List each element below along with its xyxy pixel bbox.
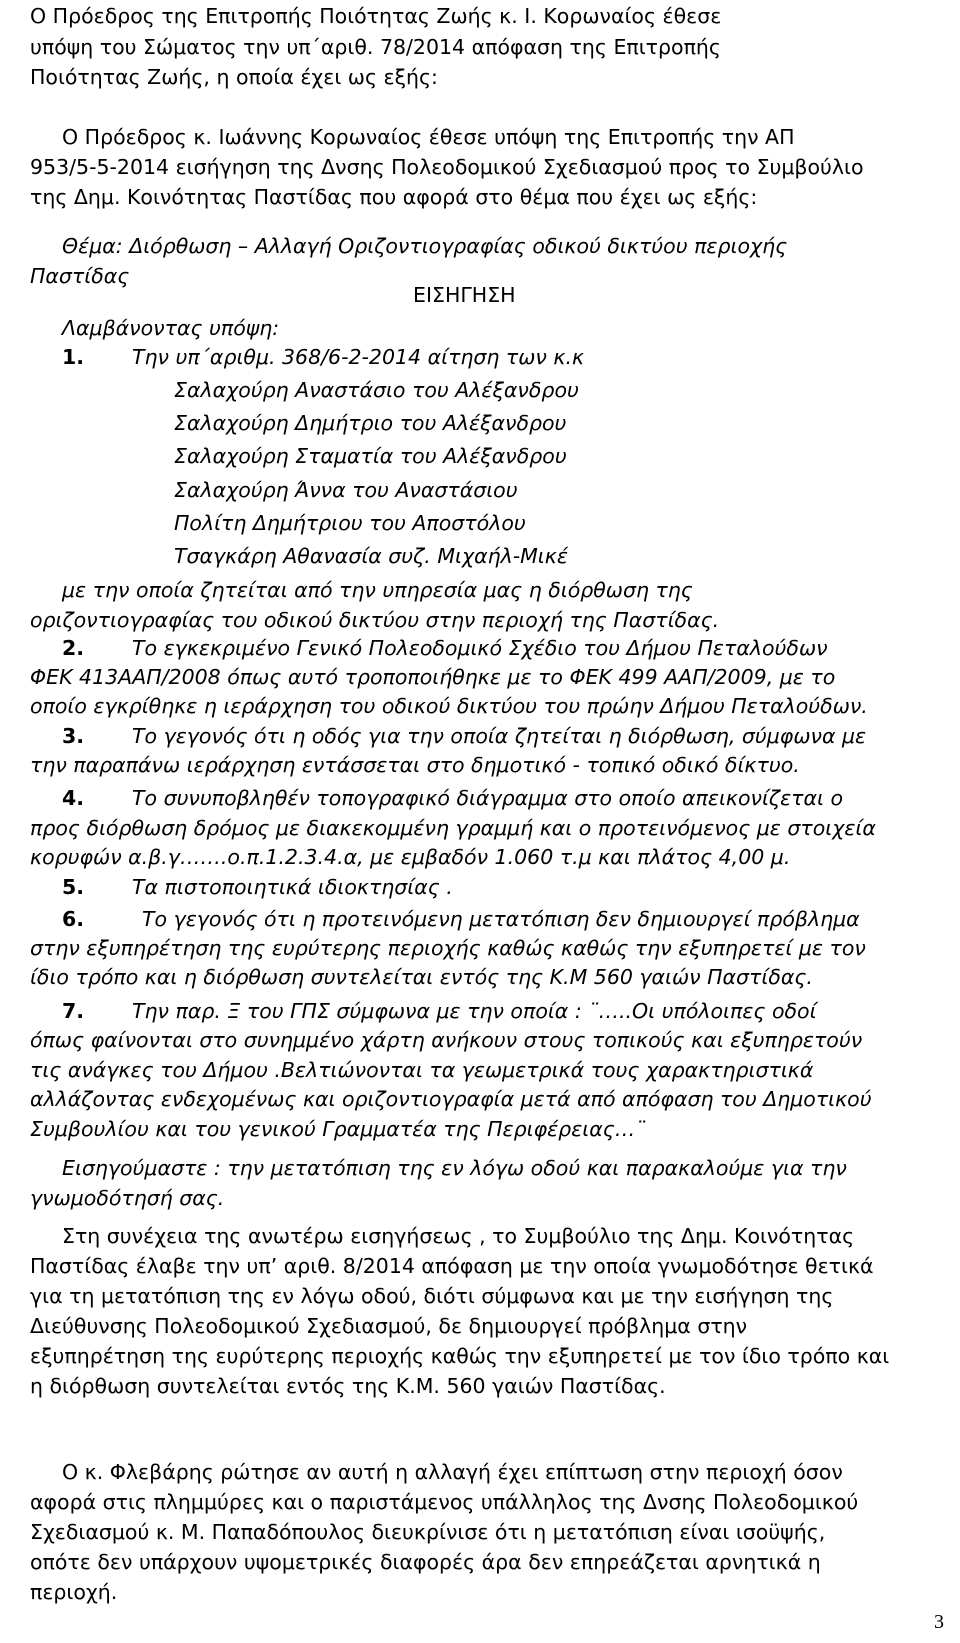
item-number-6: 6. (62, 907, 85, 931)
item-4-line-2: προς διόρθωση δρόμος με διακεκομμένη γραμμή και ο προτεινόμενος με στοιχεία (30, 816, 876, 840)
item-5-line-1: Τα πιστοποιητικά ιδιοκτησίας . (132, 875, 453, 899)
item-3-line-2: την παραπάνω ιεράρχηση εντάσσεται στο δημοτικό - τοπικό οδικό δίκτυο. (30, 753, 800, 777)
item-6-line-3: ίδιο τρόπο και η διόρθωση συντελείται εντός της Κ.Μ 560 γαιών Παστίδας. (30, 965, 813, 989)
continuation-line-2: Παστίδας έλαβε την υπ’ αριθ. 8/2014 απόφαση με την οποία γνωμοδότησε θετικά (30, 1254, 874, 1278)
intro-line-2: υπόψη του Σώματος την υπ΄αριθ. 78/2014 απόφαση της Επιτροπής (30, 35, 721, 59)
applicant-name: Σαλαχούρη Δημήτριο του Αλέξανδρου (174, 411, 567, 435)
applicant-name: Σαλαχούρη Αναστάσιο του Αλέξανδρου (174, 378, 579, 402)
item-number-5: 5. (62, 875, 85, 899)
item-number-4: 4. (62, 786, 85, 810)
item-7-line-4: αλλάζοντας ενδεχομένως και οριζοντιογραφία μετά από απόφαση του Δημοτικού (30, 1087, 872, 1111)
question-line-5: περιοχή. (30, 1580, 118, 1604)
item-number-3: 3. (62, 724, 85, 748)
item-number-1: 1. (62, 345, 85, 369)
applicant-name: Πολίτη Δημήτριου του Αποστόλου (174, 511, 526, 535)
question-line-3: Σχεδιασμού κ. Μ. Παπαδόπουλος διευκρίνισε ότι η μετατόπιση είναι ισοϋψής, (30, 1520, 826, 1544)
paragraph-2-line-2: 953/5-5-2014 εισήγηση της Δνσης Πολεοδομικού Σχεδιασμού προς το Συμβούλιο (30, 155, 864, 179)
item-7-line-2: όπως φαίνονται στο συνημμένο χάρτη ανήκουν στους τοπικούς και εξυπηρετούν (30, 1028, 863, 1052)
subject-line-2: Παστίδας (30, 264, 130, 288)
item-4-line-1: Το συνυποβληθέν τοπογραφικό διάγραμμα στο οποίο απεικονίζεται ο (132, 786, 844, 810)
question-line-1: Ο κ. Φλεβάρης ρώτησε αν αυτή η αλλαγή έχει επίπτωση στην περιοχή όσον (62, 1460, 843, 1484)
item-3-line-1: Το γεγονός ότι η οδός για την οποία ζητείται η διόρθωση, σύμφωνα με (132, 724, 867, 748)
item-7-line-3: τις ανάγκες του Δήμου .Βελτιώνονται τα γεωμετρικά τους χαρακτηριστικά (30, 1058, 814, 1082)
paragraph-2-line-1: Ο Πρόεδρος κ. Ιωάννης Κορωναίος έθεσε υπόψη της Επιτροπής την ΑΠ (62, 125, 795, 149)
item-1-continuation-2: οριζοντιογραφίας του οδικού δικτύου στην περιοχή της Παστίδας. (30, 608, 720, 632)
item-1-continuation-1: με την οποία ζητείται από την υπηρεσία μας η διόρθωση της (62, 578, 693, 602)
applicant-name: Τσαγκάρη Αθανασία συζ. Μιχαήλ-Μικέ (174, 544, 568, 568)
considering-label: Λαμβάνοντας υπόψη: (62, 316, 280, 340)
item-2-line-2: ΦΕΚ 413ΑΑΠ/2008 όπως αυτό τροποποιήθηκε με το ΦΕΚ 499 ΑΑΠ/2009, με το (30, 665, 836, 689)
item-1-text: Την υπ΄αριθμ. 368/6-2-2014 αίτηση των κ.κ (132, 345, 585, 369)
applicant-name: Σαλαχούρη Σταματία του Αλέξανδρου (174, 444, 567, 468)
continuation-line-5: εξυπηρέτηση της ευρύτερης περιοχής καθώς την εξυπηρετεί με τον ίδιο τρόπο και (30, 1344, 890, 1368)
item-6-line-1: Το γεγονός ότι η προτεινόμενη μετατόπιση δεν δημιουργεί πρόβλημα (142, 907, 860, 931)
intro-line-1: Ο Πρόεδρος της Επιτροπής Ποιότητας Ζωής κ. Ι. Κορωναίος έθεσε (30, 4, 722, 28)
continuation-line-6: η διόρθωση συντελείται εντός της Κ.Μ. 560 γαιών Παστίδας. (30, 1374, 666, 1398)
continuation-line-1: Στη συνέχεια της ανωτέρω εισηγήσεως , το Συμβούλιο της Δημ. Κοινότητας (62, 1224, 855, 1248)
item-2-line-3: οποίο εγκρίθηκε η ιεράρχηση του οδικού δικτύου του πρώην Δήμου Πεταλούδων. (30, 694, 868, 718)
applicant-name: Σαλαχούρη Άννα του Αναστάσιου (174, 478, 518, 502)
item-7-line-1: Την παρ. Ξ του ΓΠΣ σύμφωνα με την οποία : ¨…..Οι υπόλοιπες οδοί (132, 999, 817, 1023)
continuation-line-4: Διεύθυνσης Πολεοδομικού Σχεδιασμού, δε δημιουργεί πρόβλημα στην (30, 1314, 748, 1338)
item-2-line-1: Το εγκεκριμένο Γενικό Πολεοδομικό Σχέδιο του Δήμου Πεταλούδων (132, 636, 828, 660)
proposal-line-1: Εισηγούμαστε : την μετατόπιση της εν λόγω οδού και παρακαλούμε για την (62, 1156, 847, 1180)
paragraph-2-line-3: της Δημ. Κοινότητας Παστίδας που αφορά στο θέμα που έχει ως εξής: (30, 185, 758, 209)
item-number-7: 7. (62, 999, 85, 1023)
item-4-line-3: κορυφών α.β.γ…….ο.π.1.2.3.4.α, με εμβαδόν 1.060 τ.μ και πλάτος 4,00 μ. (30, 845, 791, 869)
page-number: 3 (934, 1611, 944, 1633)
item-7-line-5: Συμβουλίου και του γενικού Γραμματέα της Περιφέρειας…¨ (30, 1117, 646, 1141)
proposal-heading: ΕΙΣΗΓΗΣΗ (413, 283, 516, 307)
question-line-4: οπότε δεν υπάρχουν υψομετρικές διαφορές άρα δεν επηρεάζεται αρνητικά η (30, 1550, 821, 1574)
item-number-2: 2. (62, 636, 85, 660)
continuation-line-3: για τη μετατόπιση της εν λόγω οδού, διότι σύμφωνα και με την εισήγηση της (30, 1284, 834, 1308)
subject-line-1: Θέμα: Διόρθωση – Αλλαγή Οριζοντιογραφίας οδικού δικτύου περιοχής (62, 234, 788, 258)
item-6-line-2: στην εξυπηρέτηση της ευρύτερης περιοχής καθώς καθώς την εξυπηρετεί με τον (30, 936, 866, 960)
question-line-2: αφορά στις πλημμύρες και ο παριστάμενος υπάλληλος της Δνσης Πολεοδομικού (30, 1490, 859, 1514)
proposal-line-2: γνωμοδότησή σας. (30, 1186, 225, 1210)
intro-line-3: Ποιότητας Ζωής, η οποία έχει ως εξής: (30, 65, 438, 89)
